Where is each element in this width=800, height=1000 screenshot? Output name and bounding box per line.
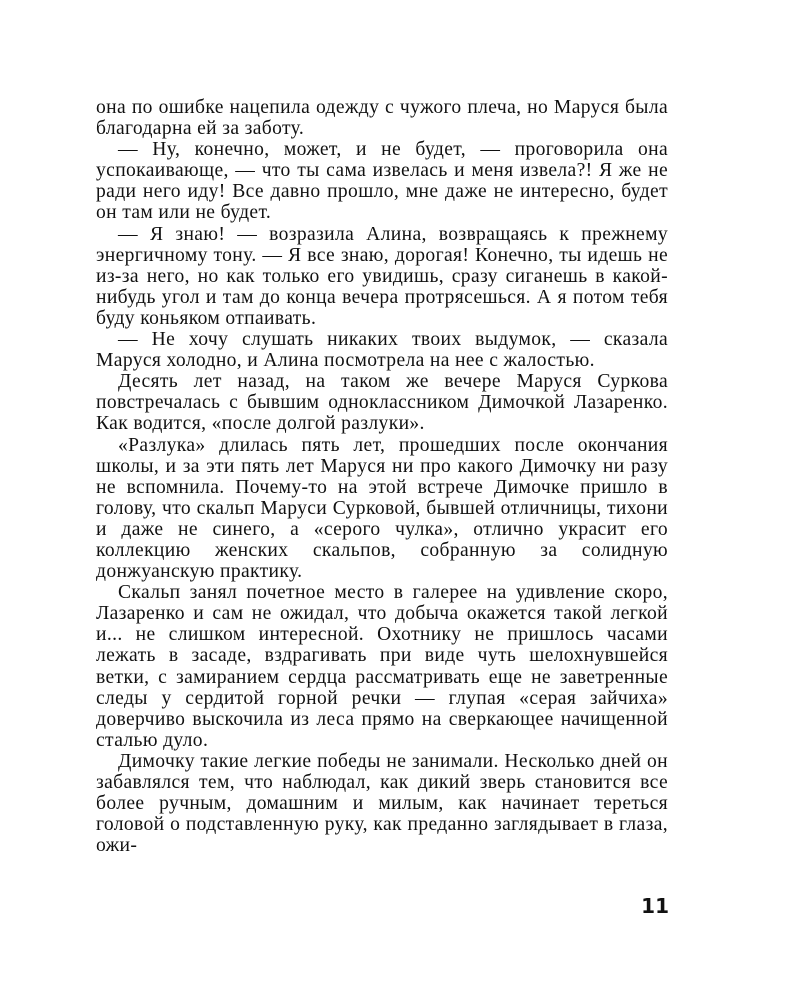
paragraph-3: — Я знаю! — возразила Алина, возвращаясь к прежнему энергичному тону. — Я все знаю, дорогая! Конечно, ты идешь не из-за него, но как только его увидишь, сразу сиганешь в какой-нибудь угол и там до конца вечера протрясешься. А я потом тебя буду коньяком отпаивать.	[96, 223, 668, 329]
page-number: 11	[641, 894, 669, 918]
paragraph-1: она по ошибке нацепила одежду с чужого плеча, но Маруся была благодарна ей за заботу.	[96, 97, 668, 140]
paragraph-6: «Разлука» длилась пять лет, прошедших после окончания школы, и за эти пять лет Маруся ни про какого Димочку ни разу не вспомнила. Почему-то на этой встрече Димочке пришло в голову, что скальп Маруси Сурковой, бывшей отличницы, тихони и даже не синего, а «серого чулка», отлично украсит его коллекцию женских скальпов, собранную за солидную донжуанскую практику.	[96, 434, 668, 583]
paragraph-4: — Не хочу слушать никаких твоих выдумок, — сказала Маруся холодно, и Алина посмотрела на нее с жалостью.	[96, 329, 668, 372]
paragraph-8: Димочку такие легкие победы не занимали. Несколько дней он забавлялся тем, что наблюдал, как дикий зверь становится все более ручным, домашним и милым, как начинает тереться головой о подставленную руку, как преданно заглядывает в глаза, ожи-	[96, 750, 668, 857]
paragraph-5: Десять лет назад, на таком же вечере Маруся Суркова повстречалась с бывшим одноклассником Димочкой Лазаренко. Как водится, «после долгой разлуки».	[96, 371, 668, 435]
paragraph-7: Скальп занял почетное место в галерее на удивление скоро, Лазаренко и сам не ожидал, что добыча окажется такой легкой и... не слишком интересной. Охотнику не пришлось часами лежать в засаде, вздрагивать при виде чуть шелохнувшейся ветки, с замиранием сердца рассматривать еще не заветренные следы у сердитой горной речки — глупая «серая зайчиха» доверчиво выскочила из леса прямо на сверкающее начищенной сталью дуло.	[96, 582, 668, 751]
paragraph-2: — Ну, конечно, может, и не будет, — проговорила она успокаивающе, — что ты сама извелась и меня извела?! Я же не ради него иду! Все давно прошло, мне даже не интересно, будет он там или не будет.	[96, 139, 668, 224]
body-text	[96, 97, 668, 856]
